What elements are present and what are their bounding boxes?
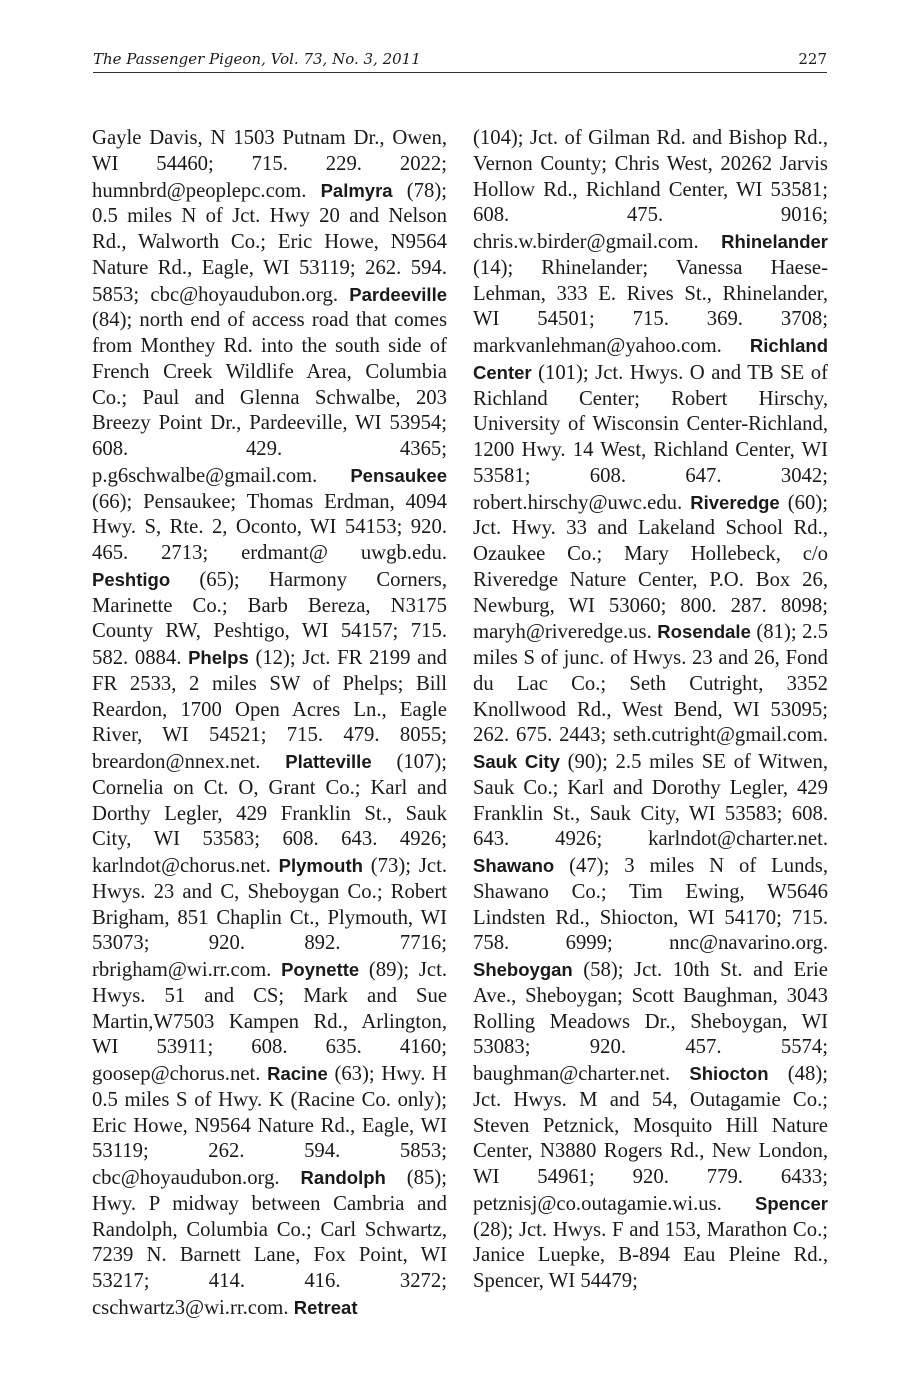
- count-name: Sheboygan: [473, 959, 573, 980]
- count-name: Pensaukee: [350, 464, 447, 486]
- right-column: [473, 126, 828, 1295]
- count-details: (107); Cornelia on Ct. O, Grant Co.; Karl and Dorthy Legler, 429 Franklin St., Sauk City, WI 53583; 608. 643. 4926; karlndot@chorus.net.: [92, 751, 448, 877]
- count-details: (101); Jct. Hwys. O and TB SE of Richland Center; Robert Hirschy, University of Wisconsin Center-Richland, 1200 Hwy. 14 West, Richland Center, WI 53581; 608. 647. 3042; robert.hirschy@uwc.edu.: [473, 361, 828, 514]
- journal-title: The Passenger Pigeon, Vol. 73, No. 3, 2011: [93, 50, 421, 68]
- count-details: (60); Jct. Hwy. 33 and Lakeland School Rd., Ozaukee Co.; Mary Hollebeck, c/o Riveredge Nature Center, P.O. Box 26, Newburg, WI 53060; 800. 287. 8098; maryh@riveredge.us.: [473, 491, 829, 644]
- count-details: Gayle Davis, N 1503 Putnam Dr., Owen, WI 54460; 715. 229. 2022; humnbrd@peoplepc.com.: [92, 127, 447, 202]
- count-details: (12); Jct. FR 2199 and FR 2533, 2 miles SW of Phelps; Bill Reardon, 1700 Open Acres Ln., Eagle River, WI 54521; 715. 479. 8055; breardon@nnex.net.: [92, 647, 448, 773]
- count-entry: [92, 1167, 447, 1319]
- count-name: Phelps: [188, 647, 249, 668]
- count-details: (48); Jct. Hwys. M and 54, Outagamie Co.; Steven Petznick, Mosquito Hill Nature Center, N3880 Rogers Rd., New London, WI 54961; 920. 779. 6433; petznisj@co.outagamie.wi.us.: [473, 1063, 829, 1215]
- left-column: [92, 126, 447, 1322]
- count-details: (85); Hwy. P midway between Cambria and Randolph, Columbia Co.; Carl Schwartz, 7239 N. Barnett Lane, Fox Point, WI 53217; 414. 416. 3272; cschwartz3@wi.rr.com.: [92, 1167, 448, 1319]
- count-details: (65); Harmony Corners, Marinette Co.; Barb Bereza, N3175 County RW, Peshtigo, WI 54157; 715. 582. 0884.: [92, 568, 447, 669]
- count-name: Retreat: [293, 1296, 358, 1318]
- count-name: Rhinelander: [721, 231, 828, 252]
- count-details: (104); Jct. of Gilman Rd. and Bishop Rd., Vernon County; Chris West, 20262 Jarvis Hollow Rd., Richland Center, WI 53581; 608. 475. 9016; chris.w.birder@gmail.com.: [473, 127, 828, 253]
- header-rule: [93, 72, 827, 73]
- count-name: Sauk City: [473, 751, 560, 772]
- count-details: (73); Jct. Hwys. 23 and C, Sheboygan Co.; Robert Brigham, 851 Chaplin Ct., Plymouth, WI 53073; 920. 892. 7716; rbrigham@wi.rr.com.: [92, 855, 447, 981]
- count-details: (47); 3 miles N of Lunds, Shawano Co.; Tim Ewing, W5646 Lindsten Rd., Shiocton, WI 54170; 715. 758. 6999; nnc@navarino.org.: [473, 855, 828, 955]
- count-entry: [473, 855, 828, 954]
- count-details: (63); Hwy. H 0.5 miles S of Hwy. K (Racine Co. only); Eric Howe, N9564 Nature Rd., Eagle, WI 53119; 262. 594. 5853; cbc@hoyaudubon.org.: [92, 1063, 447, 1189]
- count-entry: [294, 1297, 358, 1319]
- count-name: Riveredge: [690, 491, 780, 513]
- count-name: Platteville: [285, 751, 372, 772]
- count-name: Palmyra: [320, 179, 393, 201]
- count-name: Peshtigo: [92, 568, 171, 590]
- count-entry: [473, 335, 828, 514]
- count-details: (66); Pensaukee; Thomas Erdman, 4094 Hwy. S, Rte. 2, Oconto, WI 54153; 920. 465. 2713; erdmant@ uwgb.edu.: [92, 490, 447, 564]
- count-name: Randolph: [300, 1167, 386, 1188]
- count-name: Rosendale: [657, 621, 751, 643]
- count-details: (14); Rhinelander; Vanessa Haese-Lehman, 333 E. Rives St., Rhinelander, WI 54501; 715. 369. 3708; markvanlehman@yahoo.com.: [473, 256, 828, 357]
- count-details: (84); north end of access road that comes from Monthey Rd. into the south side of French Creek Wildlife Area, Columbia Co.; Paul and Glenna Schwalbe, 203 Breezy Point Dr., Pardeeville, WI 53954; 608. 429. 4365; p.g6schwalbe@gmail.com.: [92, 309, 447, 487]
- count-details: (89); Jct. Hwys. 51 and CS; Mark and Sue Martin,W7503 Kampen Rd., Arlington, WI 53911; 608. 635. 4160; goosep@chorus.net.: [92, 959, 448, 1085]
- count-details: (58); Jct. 10th St. and Erie Ave., Sheboygan; Scott Baughman, 3043 Rolling Meadows Dr., Sheboygan, WI 53083; 920. 457. 5574; baughman@charter.net.: [473, 959, 828, 1085]
- count-entry: [473, 751, 828, 850]
- count-name: Poynette: [281, 959, 360, 980]
- count-name: Shiocton: [689, 1063, 769, 1084]
- running-header: [93, 50, 827, 72]
- page-number: 227: [798, 50, 827, 68]
- count-details: (78); 0.5 miles N of Jct. Hwy 20 and Nelson Rd., Walworth Co.; Eric Howe, N9564 Nature Rd., Eagle, WI 53119; 262. 594. 5853; cbc@hoyaudubon.org.: [92, 179, 448, 306]
- count-entry: [92, 284, 447, 487]
- count-name: Plymouth: [278, 855, 363, 876]
- count-details: (81); 2.5 miles S of junc. of Hwys. 23 and 26, Fond du Lac Co.; Seth Cutright, 3352 Knollwood Rd., West Bend, WI 53095; 262. 675. 2443; seth.cutright@gmail.com.: [473, 621, 829, 747]
- count-name: Racine: [267, 1063, 328, 1084]
- count-name: Spencer: [754, 1192, 828, 1214]
- count-name: Shawano: [473, 855, 555, 876]
- count-name: Pardeeville: [349, 283, 447, 305]
- count-name: Richland Center: [473, 335, 828, 383]
- count-details: (90); 2.5 miles SE of Witwen, Sauk Co.; Karl and Dorothy Legler, 429 Franklin St., Sauk City, WI 53583; 608. 643. 4926; karlndot@charter.net.: [473, 751, 828, 851]
- count-details: (28); Jct. Hwys. F and 153, Marathon Co.; Janice Luepke, B-894 Eau Pleine Rd., Spencer, WI 54479;: [473, 1218, 828, 1292]
